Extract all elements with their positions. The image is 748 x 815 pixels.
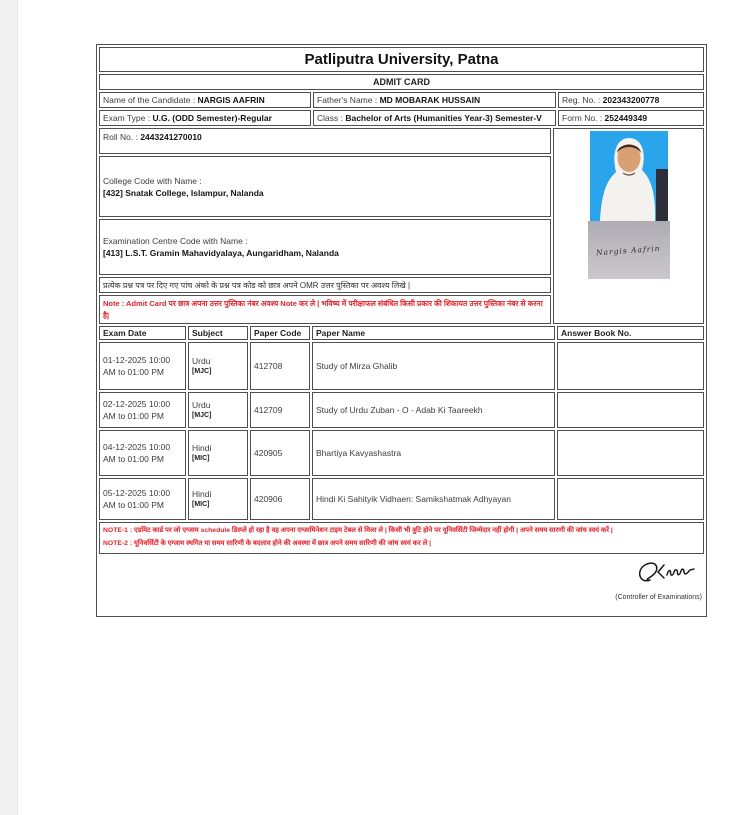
subject: Urdu xyxy=(192,355,211,366)
col-header-paper-name: Paper Name xyxy=(312,326,555,340)
paper-code-cell: 412709 xyxy=(250,392,310,428)
exam-table-header-row xyxy=(99,326,704,340)
father-name-label: Father's Name : xyxy=(317,95,380,105)
exam-date: 05-12-2025 xyxy=(103,487,147,498)
page-left-gutter xyxy=(0,0,18,815)
father-name-value: MD MOBARAK HUSSAIN xyxy=(379,95,481,105)
table-row xyxy=(99,478,704,520)
controller-of-examinations-label: (Controller of Examinations) xyxy=(615,594,702,602)
paper-name-cell: Study of Mirza Ghalib xyxy=(312,342,555,390)
omr-instruction: प्रत्येक प्रश्न पत्र पर दिए गए पांच अंको के प्रश्न पत्र कोड को छात्र अपने OMR उत्तर पुस्तिका पर अवश्य लिखे | xyxy=(99,277,551,293)
candidate-signature xyxy=(588,221,670,279)
col-header-paper-code: Paper Code xyxy=(250,326,310,340)
page-title: Patliputra University, Patna xyxy=(99,47,704,72)
exam-centre-box xyxy=(99,219,551,275)
father-name-cell xyxy=(313,92,556,108)
exam-date: 04-12-2025 xyxy=(103,441,147,452)
college-value: [432] Snatak College, Islampur, Nalanda xyxy=(103,187,264,198)
subject-tag: [MIC] xyxy=(192,501,210,509)
controller-signature-area xyxy=(99,556,704,614)
exam-centre-value: [413] L.S.T. Gramin Mahavidyalaya, Aungaridham, Nalanda xyxy=(103,248,339,258)
roll-no-label: Roll No. : xyxy=(103,132,141,142)
table-row xyxy=(99,430,704,476)
admit-red-note: Note : Admit Card पर छात्र अपना उत्तर पुस्तिका नंबर अवश्य Note कर ले | भविष्य में परीक्षाफल संबंधित किसी प्रकार की शिकायत उत्तर पुस्तिका नंबर से करना है| xyxy=(99,295,551,324)
paper-name-cell: Hindi Ki Sahityik Vidhaen: Samikshatmak Adhyayan xyxy=(312,478,555,520)
candidate-name-cell xyxy=(99,92,311,108)
roll-no-value: 2443241270010 xyxy=(140,132,202,142)
class-cell xyxy=(313,110,556,126)
subject: Hindi xyxy=(192,488,212,499)
paper-code-cell: 420906 xyxy=(250,478,310,520)
exam-date-cell xyxy=(99,430,186,476)
photo-signature-cell xyxy=(553,128,704,324)
subject-cell xyxy=(188,342,248,390)
answer-book-cell xyxy=(557,342,704,390)
subject-cell xyxy=(188,392,248,428)
col-header-subject: Subject xyxy=(188,326,248,340)
reg-no-label: Reg. No. : xyxy=(562,95,603,105)
paper-name-cell: Bhartiya Kavyashastra xyxy=(312,430,555,476)
roll-no-box xyxy=(99,128,551,154)
paper-code-cell: 412708 xyxy=(250,342,310,390)
exam-type-value: U.G. (ODD Semester)-Regular xyxy=(152,113,272,123)
subject: Hindi xyxy=(192,442,212,453)
exam-time: 10:00 AM to 01:00 PM xyxy=(103,487,171,511)
candidate-signature-text: Nargis Aafrin xyxy=(595,243,662,257)
exam-type-cell xyxy=(99,110,311,126)
answer-book-cell xyxy=(557,478,704,520)
paper-name-cell: Study of Urdu Zuban - O - Adab Ki Taareekh xyxy=(312,392,555,428)
exam-time: 10:00 AM to 01:00 PM xyxy=(103,398,171,422)
table-row xyxy=(99,342,704,390)
college-label: College Code with Name : xyxy=(103,175,202,186)
answer-book-cell xyxy=(557,430,704,476)
middle-section xyxy=(99,128,704,324)
exam-date: 02-12-2025 xyxy=(103,398,147,409)
middle-left-column xyxy=(99,128,551,324)
paper-code-cell: 420905 xyxy=(250,430,310,476)
exam-date: 01-12-2025 xyxy=(103,354,147,365)
exam-time: 10:00 AM to 01:00 PM xyxy=(103,441,171,465)
table-row xyxy=(99,392,704,428)
admit-card-heading: ADMIT CARD xyxy=(99,74,704,90)
subject: Urdu xyxy=(192,399,211,410)
form-no-cell xyxy=(558,110,704,126)
footer-note-2: NOTE-2 : यूनिवर्सिटी के एग्जाम स्थगित या समय सारिणी के बदलाव होने की अवस्था में छात्र अपने समय सारिणी की जांच स्वयं कर ले | xyxy=(103,540,432,548)
admit-card-document xyxy=(96,44,707,617)
subject-tag: [MIC] xyxy=(192,455,210,463)
subject-cell xyxy=(188,430,248,476)
col-header-answer-book: Answer Book No. xyxy=(557,326,704,340)
form-no-value: 252449349 xyxy=(604,113,648,123)
controller-signature-icon xyxy=(634,558,696,588)
exam-type-label: Exam Type : xyxy=(103,113,153,123)
college-box xyxy=(99,156,551,217)
candidate-name-label: Name of the Candidate : xyxy=(103,95,198,105)
subject-tag: [MJC] xyxy=(192,412,212,420)
exam-date-cell xyxy=(99,478,186,520)
exam-date-cell xyxy=(99,342,186,390)
answer-book-cell xyxy=(557,392,704,428)
class-label: Class : xyxy=(317,113,346,123)
table-row xyxy=(99,92,704,108)
exam-centre-label: Examination Centre Code with Name : xyxy=(103,236,248,246)
candidate-photo xyxy=(590,131,668,221)
reg-no-value: 202343200778 xyxy=(602,95,660,105)
candidate-name-value: NARGIS AAFRIN xyxy=(197,95,265,105)
exam-time: 10:00 AM to 01:00 PM xyxy=(103,354,171,378)
form-no-label: Form No. : xyxy=(562,113,605,123)
table-row xyxy=(99,110,704,126)
reg-no-cell xyxy=(558,92,704,108)
col-header-exam-date: Exam Date xyxy=(99,326,186,340)
candidate-info-table xyxy=(97,90,706,128)
subject-cell xyxy=(188,478,248,520)
exam-schedule-table xyxy=(97,324,706,522)
exam-date-cell xyxy=(99,392,186,428)
class-value: Bachelor of Arts (Humanities Year-3) Semester-V xyxy=(345,113,542,123)
subject-tag: [MJC] xyxy=(192,368,212,376)
footer-notes-box xyxy=(99,522,704,554)
footer-note-1: NOTE-1 : एडमिट कार्ड पर जो एग्जाम schedule डिस्प्ले हो रहा है वह अपना एग्जामिनेशन टाइम टेबल से मिला ले | किसी भी त्रुटि होने पर यूनिवर्सिटी जिम्मेदार नहीं होगी | अपने समय सारणी की जांच स्वयं करें | xyxy=(103,527,613,535)
